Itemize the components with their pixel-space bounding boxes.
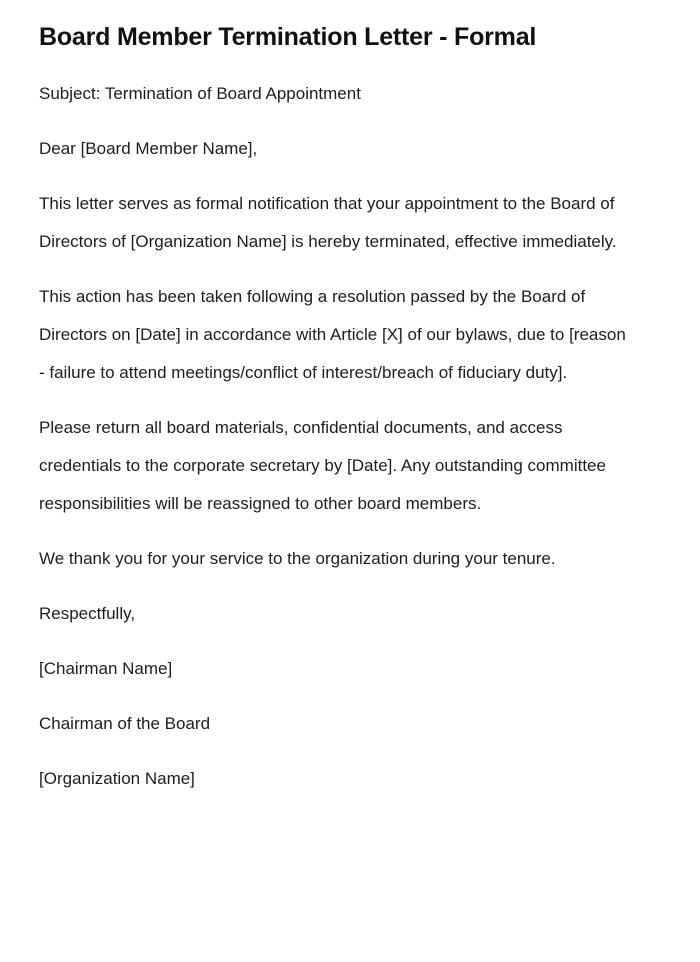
closing: Respectfully,: [39, 604, 136, 624]
letter-body: [39, 75, 632, 798]
signature-name: [Chairman Name]: [39, 659, 173, 679]
return-materials-paragraph: Please return all board materials, confidential documents, and access credentials to the corporate secretary by [Date]. Any outstanding committee responsibilities will be reassigned to other board members.: [39, 418, 606, 514]
thanks-paragraph: We thank you for your service to the organization during your tenure.: [39, 549, 556, 569]
subject-line: Subject: Termination of Board Appointment: [39, 84, 361, 104]
signature-organization: [Organization Name]: [39, 769, 195, 789]
notification-paragraph: This letter serves as formal notification that your appointment to the Board of Directors of [Organization Name] is hereby terminated, effective immediately.: [39, 194, 617, 252]
page-title: Board Member Termination Letter - Formal: [39, 23, 537, 51]
signature-title: Chairman of the Board: [39, 714, 211, 734]
salutation: Dear [Board Member Name],: [39, 139, 258, 159]
resolution-paragraph: This action has been taken following a resolution passed by the Board of Directors on [Date] in accordance with Article [X] of our bylaws, due to [reason - failure to attend meetings/conflict of interest/breach of fiduciary duty].: [39, 287, 626, 383]
